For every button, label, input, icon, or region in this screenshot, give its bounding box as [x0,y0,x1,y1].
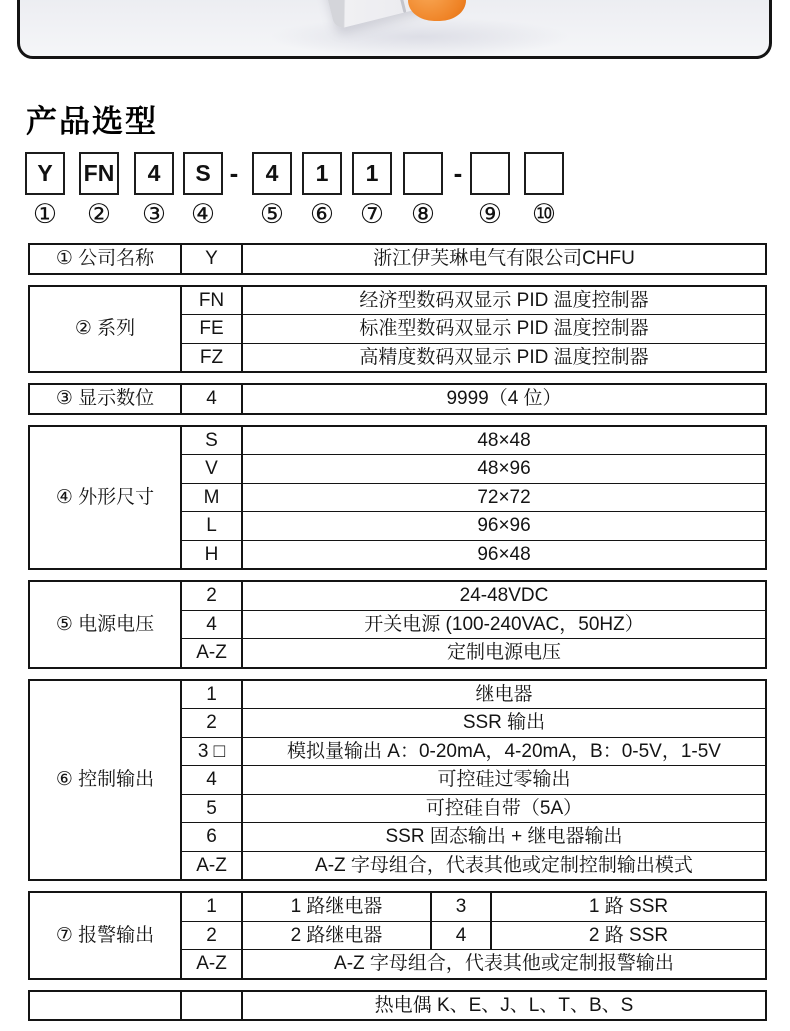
desc-cell: 模拟量输出 A：0-20mA，4-20mA，B：0-5V，1-5V [242,737,766,766]
code-cell: 4 [431,921,491,950]
desc-cell: 浙江伊芙琳电气有限公司CHFU [242,244,766,274]
code-cell: 5 [181,794,242,823]
table-row [29,244,766,274]
row-label: ③ 显示数位 [29,384,181,414]
circled-digit-4: ④ [190,199,216,230]
table-panel-size [28,425,767,571]
desc-cell: 开关电源 (100-240VAC，50HZ） [242,610,766,639]
code-box-8 [403,152,443,195]
desc-cell: 72×72 [242,483,766,512]
table-row [29,991,766,1021]
code-cell: A-Z [181,851,242,880]
table-row [29,286,766,315]
circled-digit-3: ③ [141,199,167,230]
table-series [28,285,767,374]
code-box-7: 1 [352,152,392,195]
code-cell: 4 [181,766,242,795]
code-cell: 3 □ [181,737,242,766]
code-dash-2: - [453,158,463,188]
desc-cell: 热电偶 K、E、J、L、T、B、S [242,991,766,1021]
code-cell: L [181,512,242,541]
desc-cell: 高精度数码双显示 PID 温度控制器 [242,343,766,372]
code-cell: FE [181,315,242,344]
table-company-name [28,243,767,275]
code-cell: V [181,455,242,484]
code-cell: FN [181,286,242,315]
code-box-6: 1 [302,152,342,195]
code-cell: 6 [181,823,242,852]
row-label: ⑦ 报警输出 [29,892,181,979]
table-row [29,384,766,414]
table-row [29,426,766,455]
desc-cell: 1 路继电器 [242,892,431,921]
row-label: ② 系列 [29,286,181,373]
table-supply-voltage [28,580,767,669]
code-box-4: S [183,152,223,195]
code-cell [181,991,242,1021]
table-row [29,892,766,921]
desc-cell: 48×96 [242,455,766,484]
table-row [29,581,766,610]
circled-digit-5: ⑤ [259,199,285,230]
code-box-3: 4 [134,152,174,195]
desc-cell: 24-48VDC [242,581,766,610]
code-cell: 2 [181,581,242,610]
row-label [29,991,181,1021]
desc-cell: 1 路 SSR [491,892,766,921]
code-cell: 4 [181,610,242,639]
desc-cell: A-Z 字母组合，代表其他或定制控制输出模式 [242,851,766,880]
code-box-10 [524,152,564,195]
code-box-9 [470,152,510,195]
desc-cell: 定制电源电压 [242,639,766,668]
circled-digit-7: ⑦ [359,199,385,230]
code-cell: Y [181,244,242,274]
table-display-digits [28,383,767,415]
circled-digit-6: ⑥ [309,199,335,230]
circled-digit-9: ⑨ [477,199,503,230]
code-cell: M [181,483,242,512]
desc-cell: 48×48 [242,426,766,455]
code-cell: A-Z [181,950,242,979]
desc-cell: 标准型数码双显示 PID 温度控制器 [242,315,766,344]
desc-cell: 2 路继电器 [242,921,431,950]
circled-digit-1: ① [32,199,58,230]
table-control-output [28,679,767,882]
table-alarm-output [28,891,767,980]
row-label: ⑥ 控制输出 [29,680,181,881]
desc-cell: 继电器 [242,680,766,709]
code-cell: 2 [181,709,242,738]
desc-cell: A-Z 字母组合，代表其他或定制报警输出 [242,950,766,979]
code-box-2: FN [79,152,119,195]
code-cell: 4 [181,384,242,414]
code-cell: 2 [181,921,242,950]
code-cell: S [181,426,242,455]
desc-cell: SSR 固态输出 + 继电器输出 [242,823,766,852]
code-cell: 3 [431,892,491,921]
row-label: ① 公司名称 [29,244,181,274]
desc-cell: 9999（4 位） [242,384,766,414]
code-cell: FZ [181,343,242,372]
code-dash-1: - [229,158,239,188]
floor-shadow [270,17,570,57]
table-input-spec-partial [28,990,767,1022]
desc-cell: 可控硅过零输出 [242,766,766,795]
code-cell: A-Z [181,639,242,668]
row-label: ④ 外形尺寸 [29,426,181,570]
desc-cell: 可控硅自带（5A） [242,794,766,823]
circled-digit-10: ⑩ [531,199,557,230]
desc-cell: 经济型数码双显示 PID 温度控制器 [242,286,766,315]
product-image [17,0,772,59]
desc-cell: SSR 输出 [242,709,766,738]
code-box-5: 4 [252,152,292,195]
circled-digit-2: ② [86,199,112,230]
code-cell: 1 [181,680,242,709]
desc-cell: 96×48 [242,540,766,569]
spec-tables [28,243,765,1031]
circled-digit-8: ⑧ [410,199,436,230]
code-cell: 1 [181,892,242,921]
row-label: ⑤ 电源电压 [29,581,181,668]
code-cell: H [181,540,242,569]
section-title: 产品选型 [26,104,158,139]
table-row [29,680,766,709]
desc-cell: 96×96 [242,512,766,541]
desc-cell: 2 路 SSR [491,921,766,950]
code-box-1: Y [25,152,65,195]
